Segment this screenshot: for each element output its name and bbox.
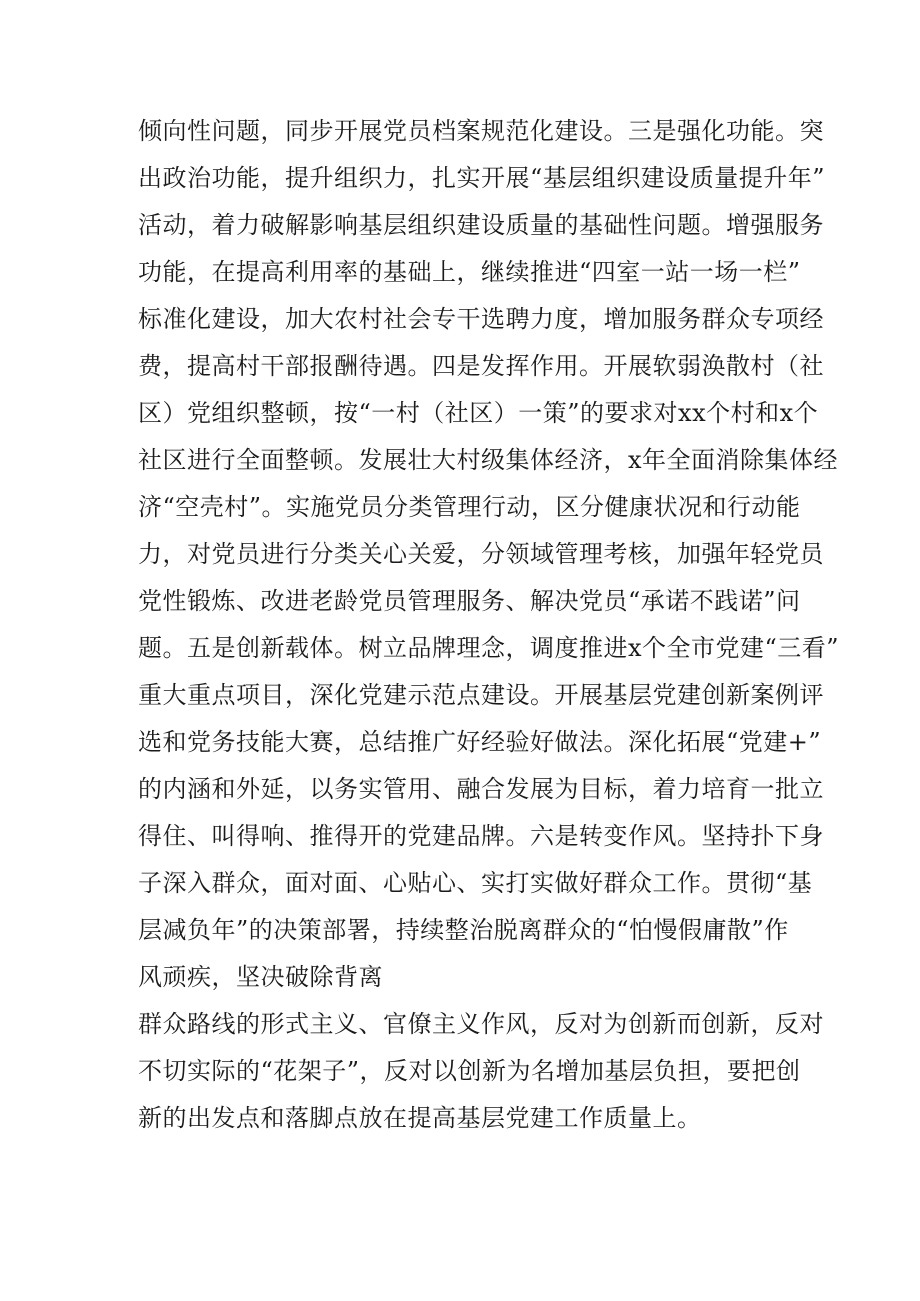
text-line: 层减负年”的决策部署，持续整治脱离群众的“怕慢假庸散”作 <box>138 916 789 944</box>
text-line: 倾向性问题，同步开展党员档案规范化建设。三是强化功能。突 <box>138 117 824 145</box>
text-line: 群众路线的形式主义、官僚主义作风，反对为创新而创新，反对 <box>138 1010 824 1038</box>
text-line: 的内涵和外延，以务实管用、融合发展为目标，着力培育一批立 <box>138 775 824 803</box>
text-line: 功能，在提高利用率的基础上，继续推进“四室一站一场一栏” <box>138 258 801 286</box>
text-line: 力，对党员进行分类关心关爱，分领域管理考核，加强年轻党员 <box>138 540 824 568</box>
text-line: 费，提高村干部报酬待遇。四是发挥作用。开展软弱涣散村（社 <box>138 352 824 380</box>
text-line: 社区进行全面整顿。发展壮大村级集体经济，x年全面消除集体经 <box>138 446 839 474</box>
text-line: 子深入群众，面对面、心贴心、实打实做好群众工作。贯彻“基 <box>138 869 813 897</box>
text-line: 选和党务技能大赛，总结推广好经验好做法。深化拓展“党建+” <box>138 728 822 756</box>
text-line: 新的出发点和落脚点放在提高基层党建工作质量上。 <box>138 1104 702 1132</box>
text-line: 题。五是创新载体。树立品牌理念，调度推进x个全市党建“三看” <box>138 634 840 662</box>
text-line: 标准化建设，加大农村社会专干选聘力度，增加服务群众专项经 <box>138 305 824 333</box>
text-line: 不切实际的“花架子”，反对以创新为名增加基层负担，要把创 <box>138 1057 801 1085</box>
text-line: 济“空壳村”。实施党员分类管理行动，区分健康状况和行动能 <box>138 493 801 521</box>
text-line: 得住、叫得响、推得开的党建品牌。六是转变作风。坚持扑下身 <box>138 822 824 850</box>
text-line: 党性锻炼、改进老龄党员管理服务、解决党员“承诺不践诺”问 <box>138 587 801 615</box>
text-line: 出政治功能，提升组织力，扎实开展“基层组织建设质量提升年” <box>138 164 826 192</box>
text-line: 活动，着力破解影响基层组织建设质量的基础性问题。增强服务 <box>138 211 824 239</box>
text-line: 区）党组织整顿，按“一村（社区）一策”的要求对xx个村和x个 <box>138 399 819 427</box>
text-line: 重大重点项目，深化党建示范点建设。开展基层党建创新案例评 <box>138 681 824 709</box>
text-line: 风顽疾，坚决破除背离 <box>138 963 383 991</box>
